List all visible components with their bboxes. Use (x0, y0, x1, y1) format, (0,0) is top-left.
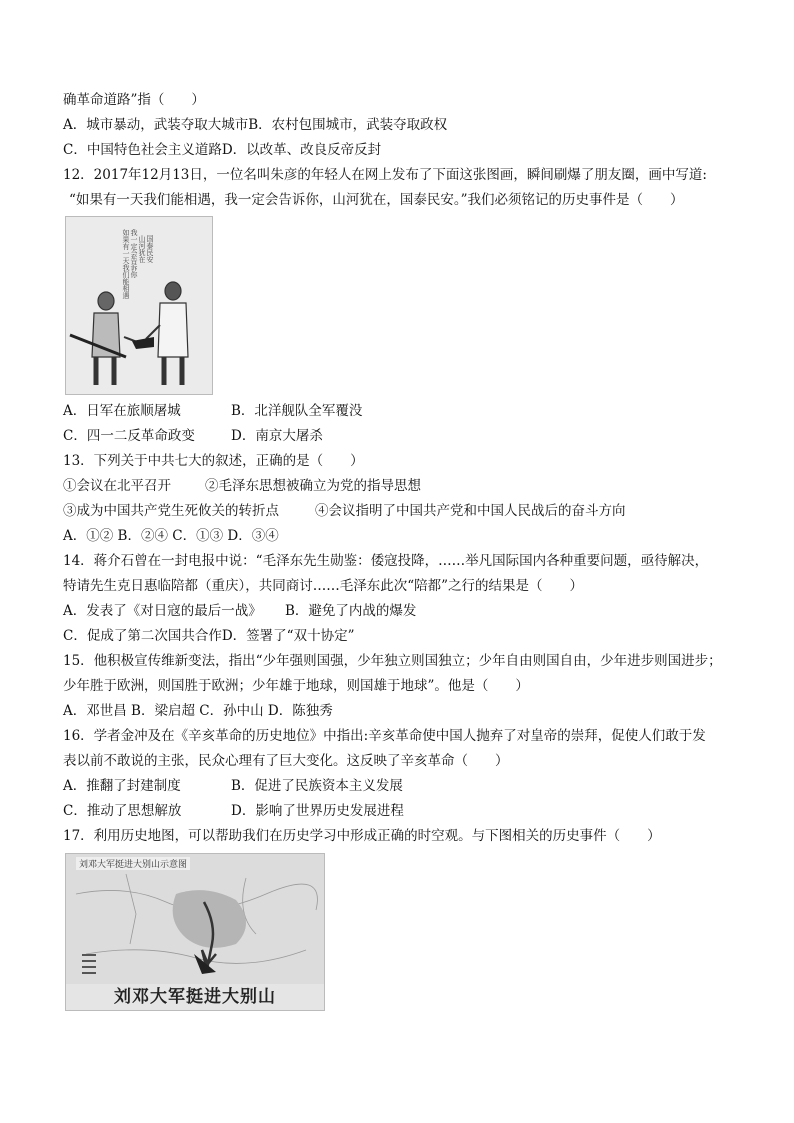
q14-options-ab (63, 599, 743, 624)
q15-stem-1: 15．他积极宣传维新变法，指出“少年强则国强，少年独立则国独立；少年自由则国自由，少年进步则国进步； (63, 653, 722, 669)
q16-stem-1: 16．学者金冲及在《辛亥革命的历史地位》中指出:辛亥革命使中国人抛弃了对皇帝的崇拜，促使人们敢于发 (63, 728, 706, 744)
cartoon-text-col3: 山河犹在 (138, 235, 146, 263)
q14-option-b[interactable]: B．避免了内战的爆发 (285, 603, 417, 619)
q11-stem-tail: 确革命道路”指（ ） (63, 92, 205, 108)
q15-options[interactable]: A．邓世昌 B．梁启超 C．孙中山 D．陈独秀 (63, 703, 333, 719)
q16-option-a[interactable]: A．推翻了封建制度 (63, 778, 181, 794)
cartoon-drawing (66, 217, 212, 394)
q13-statement-2: ②毛泽东思想被确立为党的指导思想 (205, 478, 421, 494)
q13-options[interactable]: A．①② B．②④ C．①③ D．③④ (63, 528, 279, 544)
q12-option-b[interactable]: B．北洋舰队全军覆没 (231, 403, 363, 419)
q17-map-image (65, 853, 325, 1011)
q14-option-d[interactable]: D．签署了“双十协定” (221, 628, 355, 644)
q12-option-a[interactable]: A．日军在旅顺屠城 (63, 403, 181, 419)
q16-option-d[interactable]: D．影响了世界历史发展进程 (231, 803, 404, 819)
map-caption: 刘邓大军挺进大别山 (66, 984, 324, 1010)
q13-statement-4: ④会议指明了中国共产党和中国人民战后的奋斗方向 (315, 503, 626, 519)
cartoon-text-col2: 我一定会告诉你 (130, 229, 138, 278)
q17-stem: 17．利用历史地图，可以帮助我们在历史学习中形成正确的时空观。与下图相关的历史事件（ ） (63, 828, 661, 844)
q12-options-cd (63, 424, 743, 449)
q13-statement-1: ①会议在北平召开 (63, 478, 171, 494)
q13-statements-12 (63, 474, 743, 499)
q11-option-c[interactable]: C．中国特色社会主义道路 (63, 142, 222, 158)
map-title: 刘邓大军挺进大别山示意图 (76, 857, 190, 870)
q12-options-ab (63, 399, 743, 424)
q15-stem-2: 少年胜于欧洲，则国胜于欧洲；少年雄于地球，则国雄于地球”。他是（ ） (63, 678, 529, 694)
q14-options-cd (63, 624, 743, 649)
q16-option-c[interactable]: C．推动了思想解放 (63, 803, 182, 819)
q14-stem-1: 14．蒋介石曾在一封电报中说：“毛泽东先生勋鉴：倭寇投降，……举凡国际国内各种重要问题，亟待解决， (63, 553, 709, 569)
q14-option-c[interactable]: C．促成了第二次国共合作 (63, 628, 222, 644)
q12-option-d[interactable]: D．南京大屠杀 (231, 428, 323, 444)
q16-stem-2: 表以前不敢说的主张，民众心理有了巨大变化。这反映了辛亥革命（ ） (63, 753, 509, 769)
q11-options-ab (63, 113, 743, 138)
exam-page (63, 88, 743, 1011)
q12-stem-2: “如果有一天我们能相遇，我一定会告诉你，山河犹在，国泰民安。”我们必须铭记的历史事件是（ ） (69, 192, 684, 208)
q11-option-a[interactable]: A．城市暴动，武装夺取大城市 (63, 117, 249, 133)
q13-statements-34 (63, 499, 743, 524)
q14-stem-2: 特请先生克日惠临陪都（重庆），共同商讨……毛泽东此次“陪都”之行的结果是（ ） (63, 578, 584, 594)
q12-option-c[interactable]: C．四一二反革命政变 (63, 428, 195, 444)
q13-statement-3: ③成为中国共产党生死攸关的转折点 (63, 503, 279, 519)
q12-cartoon-image (65, 216, 213, 395)
q16-options-cd (63, 799, 743, 824)
q11-option-b[interactable]: B．农村包围城市，武装夺取政权 (248, 117, 448, 133)
q16-options-ab (63, 774, 743, 799)
cartoon-text-col4: 国泰民安 (146, 235, 154, 263)
q12-stem-1: 12．2017年12月13日，一位名叫朱彦的年轻人在网上发布了下面这张图画，瞬间刷爆了朋友圈，画中写道: (63, 167, 707, 183)
q13-stem: 13．下列关于中共七大的叙述，正确的是（ ） (63, 453, 364, 469)
q16-option-b[interactable]: B．促进了民族资本主义发展 (231, 778, 403, 794)
q14-option-a[interactable]: A．发表了《对日寇的最后一战》 (63, 603, 262, 619)
q11-options-cd (63, 138, 743, 163)
cartoon-text-col1: 如果有一天我们能相遇 (122, 229, 130, 299)
q11-option-d[interactable]: D．以改革、改良反帝反封 (221, 142, 382, 158)
